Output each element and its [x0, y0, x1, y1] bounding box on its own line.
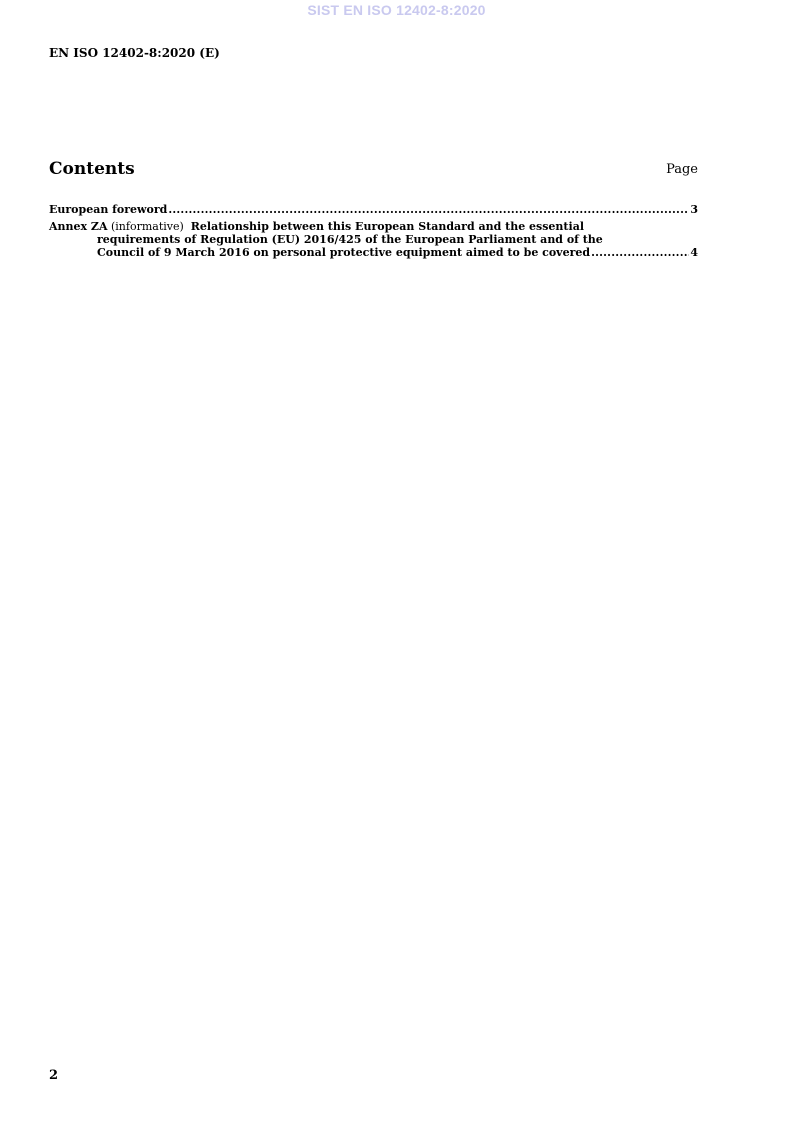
toc-line [49, 203, 698, 216]
toc-line [49, 246, 698, 259]
annex-type: (informative) [110, 220, 184, 233]
annex-label[interactable]: Annex ZA [49, 220, 108, 233]
toc-entry-european-foreword[interactable] [49, 203, 698, 216]
toc-entry-title-line-3[interactable]: Council of 9 March 2016 on personal protective equipment aimed to be covered [97, 246, 591, 259]
watermark: SIST EN ISO 12402-8:2020 [307, 2, 486, 18]
toc-entry-title-line-1[interactable]: Relationship between this European Standard and the essential [190, 220, 584, 233]
toc-page-number: 4 [690, 246, 698, 259]
toc-line [49, 220, 698, 233]
footer-page-number: 2 [49, 1068, 59, 1083]
toc-entry-annex-za[interactable] [49, 220, 698, 259]
document-id: EN ISO 12402-8:2020 (E) [49, 46, 220, 60]
page-column-label: Page [666, 162, 698, 177]
toc-line [49, 233, 698, 246]
toc-entry-title[interactable]: European foreword [49, 203, 168, 216]
dot-leader [591, 246, 689, 259]
table-of-contents [49, 203, 698, 263]
dot-leader [168, 203, 689, 216]
toc-entry-title-line-2[interactable]: requirements of Regulation (EU) 2016/425 of the European Parliament and of the [97, 233, 603, 246]
contents-title: Contents [49, 159, 135, 179]
toc-page-number: 3 [690, 203, 698, 216]
